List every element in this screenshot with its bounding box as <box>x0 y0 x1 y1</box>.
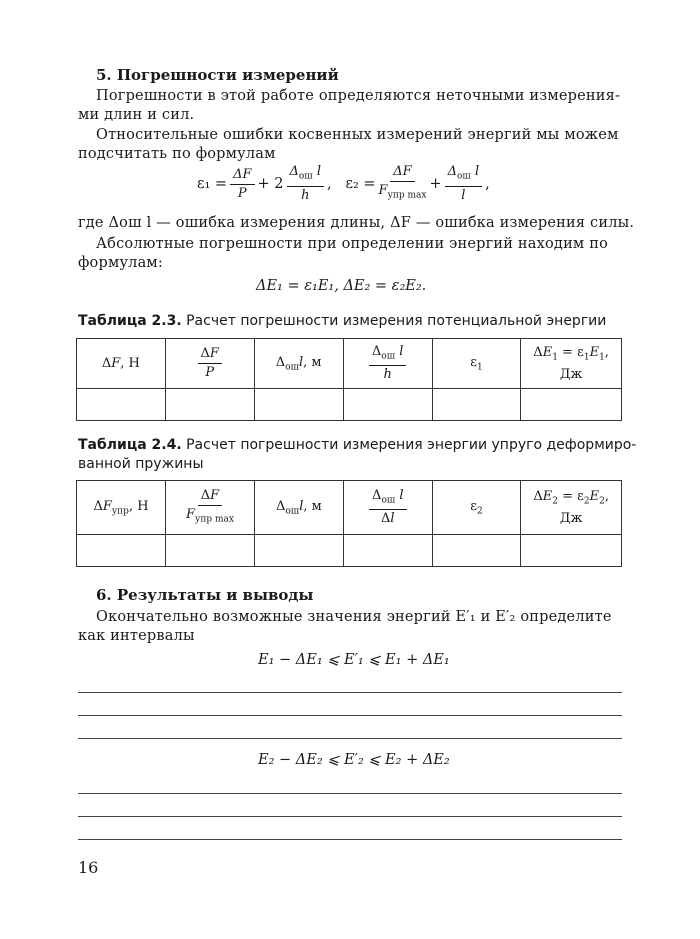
t24-cell[interactable] <box>343 535 432 567</box>
t23-cell[interactable] <box>77 389 166 421</box>
table-2-3-caption-label: Таблица 2.3. <box>78 313 182 329</box>
table-2-3-caption-text: Расчет погрешности измерения потенциальной энергии <box>181 313 607 329</box>
eps1-frac-1: $\frac{\Delta F}{P}$ <box>230 167 254 202</box>
t23-cell[interactable] <box>432 389 521 421</box>
paragraph-2-line-1: Относительные ошибки косвенных измерений энергий мы можем <box>96 127 619 143</box>
answer-line[interactable] <box>78 793 622 794</box>
page-number: 16 <box>78 858 99 877</box>
interval-2-formula: E₂ − ΔE₂ ⩽ E′₂ ⩽ E₂ + ΔE₂ <box>258 752 450 768</box>
t23-cell[interactable] <box>521 389 622 421</box>
t24-cell[interactable] <box>521 535 622 567</box>
interval-1-formula: E₁ − ΔE₁ ⩽ E′₁ ⩽ E₁ + ΔE₁ <box>258 652 450 668</box>
table-2-4-caption-line-2: ванной пружины <box>78 456 204 472</box>
paragraph-1-line-2: ми длин и сил. <box>78 107 195 123</box>
section-6-paragraph-line-2: как интервалы <box>78 628 195 644</box>
answer-line[interactable] <box>78 839 622 840</box>
paragraph-3-line-1: Абсолютные погрешности при определении энергий находим по <box>96 236 609 252</box>
answer-line[interactable] <box>78 816 622 817</box>
t24-col-dE2: $\Delta E_2 = \varepsilon_2E_2$, Дж <box>521 481 622 535</box>
t24-cell[interactable] <box>77 535 166 567</box>
table-2-4-caption-text: Расчет погрешности измерения энергии упруго деформиро- <box>181 437 637 453</box>
t24-cell[interactable] <box>432 535 521 567</box>
t23-col-dE1: $\Delta E_1 = \varepsilon_1E_1$, Дж <box>521 339 622 389</box>
answer-line[interactable] <box>78 692 622 693</box>
section-5-heading: 5. Погрешности измерений <box>96 66 339 84</box>
t23-cell[interactable] <box>343 389 432 421</box>
t23-cell[interactable] <box>254 389 343 421</box>
t23-col-dl-over-h: $\frac{\Delta_{ош} l}{h}$ <box>343 339 432 389</box>
eps1-frac-2: $\frac{\Delta_{ош} l}{h}$ <box>287 164 325 204</box>
eps2-frac-1: $\frac{\Delta F}{F_{упр max}}$ <box>378 164 427 201</box>
table-2-3-data-row <box>77 389 622 421</box>
t24-cell[interactable] <box>254 535 343 567</box>
t24-col-dl-over-Dl: $\frac{\Delta_{ош} l}{\Delta l}$ <box>343 481 432 535</box>
eps2-lhs: ε₂ = <box>345 176 376 192</box>
paragraph-2-line-2: подсчитать по формулам <box>78 146 276 162</box>
t24-col-eps2: $\varepsilon_2$ <box>432 481 521 535</box>
paragraph-1-line-1: Погрешности в этой работе определяются неточными измерения- <box>96 88 621 104</box>
t23-col-dF: ΔF, Н <box>77 339 166 389</box>
t23-col-dl: $\Delta_{ош}l$, м <box>254 339 343 389</box>
section-6-heading: 6. Результаты и выводы <box>96 586 314 604</box>
table-2-3-header-row <box>77 339 622 389</box>
t24-cell[interactable] <box>166 535 255 567</box>
t23-col-dF-over-P: $\frac{\Delta F}{P}$ <box>165 339 254 389</box>
eps2-frac-2: $\frac{\Delta_{ош} l}{l}$ <box>445 164 483 204</box>
table-2-4-data-row <box>77 535 622 567</box>
where-line: где Δош l — ошибка измерения длины, ΔF — ошибка измерения силы. <box>78 215 635 231</box>
t24-col-dFupr: $\Delta F_{упр}$, Н <box>77 481 166 535</box>
t24-col-dF-over-Fmax: $\frac{\Delta F}{F_{упр max}}$ <box>166 481 255 535</box>
answer-line[interactable] <box>78 715 622 716</box>
table-2-4-caption-label: Таблица 2.4. <box>78 437 182 453</box>
section-6-paragraph-line-1: Окончательно возможные значения энергий E′₁ и E′₂ определите <box>96 609 612 625</box>
t23-col-eps1: $\varepsilon_1$ <box>432 339 521 389</box>
t23-cell[interactable] <box>165 389 254 421</box>
table-2-4-header-row <box>77 481 622 535</box>
relative-error-formulas: ε₁ = $\frac{\Delta F}{P}$ + 2 $\frac{\Delta_{ош} l}{h}$ , ε₂ = $\frac{\Delta F}{F_{упр max}}$ + $\frac{\Delta_{ош} l}{l}$ , <box>197 164 490 203</box>
paragraph-3-line-2: формулам: <box>78 255 163 271</box>
table-2-4 <box>76 480 622 567</box>
table-2-3 <box>76 338 622 421</box>
t24-col-dl: $\Delta_{ош}l$, м <box>254 481 343 535</box>
table-2-4-caption-line-1 <box>78 437 636 453</box>
table-2-3-caption <box>78 313 606 329</box>
eps1-lhs: ε₁ = <box>197 176 228 192</box>
absolute-error-formula: ΔE₁ = ε₁E₁, ΔE₂ = ε₂E₂. <box>256 278 427 294</box>
answer-line[interactable] <box>78 738 622 739</box>
